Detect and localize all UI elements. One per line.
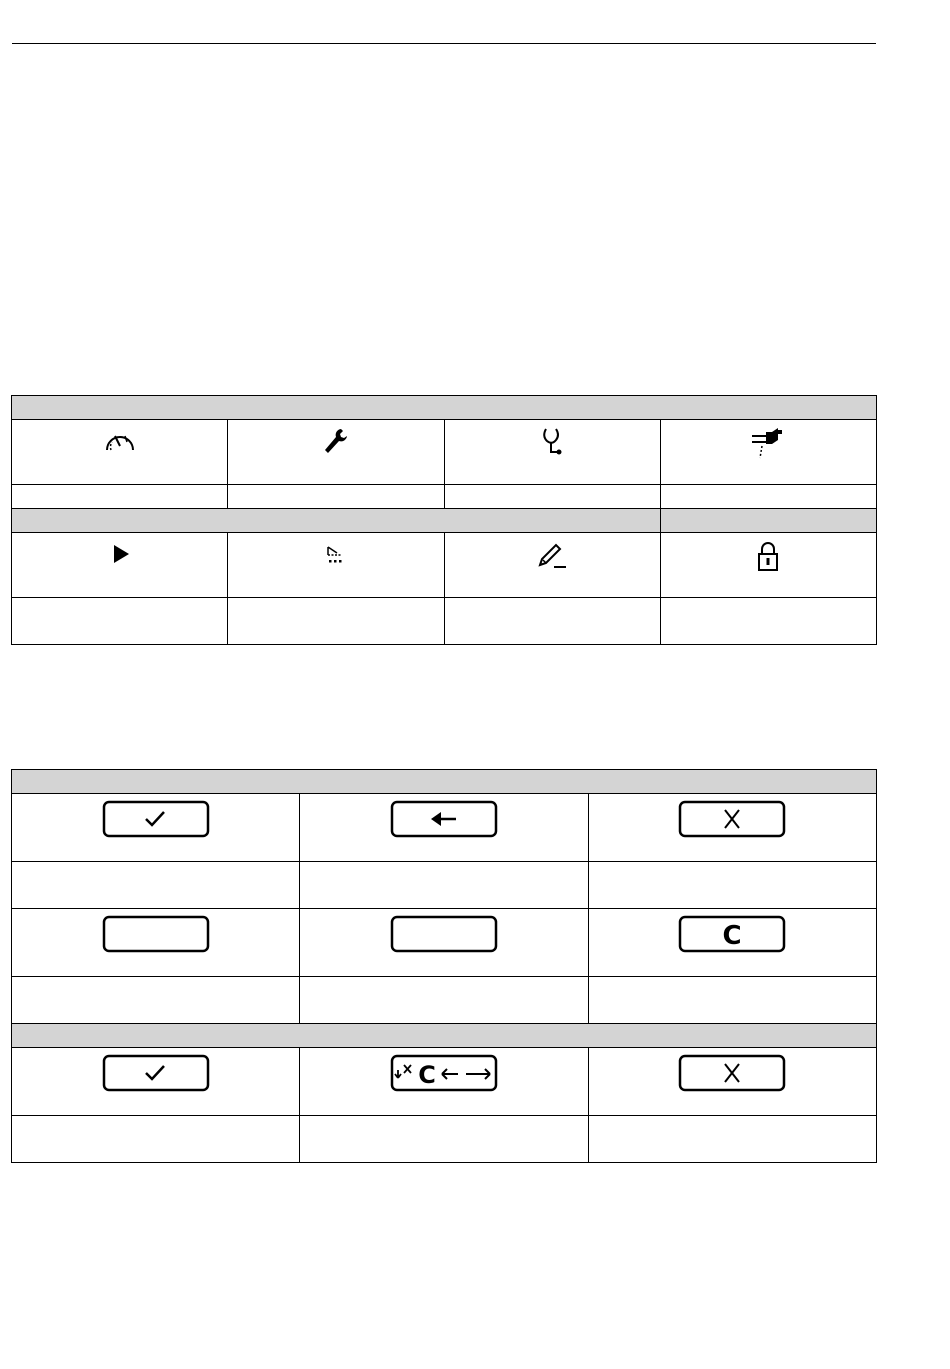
gauge-icon <box>103 426 137 454</box>
label-cell <box>660 485 876 509</box>
table-header-row <box>12 509 877 533</box>
label-cell <box>660 598 876 645</box>
key-cell <box>300 1048 588 1116</box>
label-row <box>12 862 877 909</box>
label-cell <box>12 862 300 909</box>
label-row <box>12 977 877 1024</box>
label-cell <box>588 862 876 909</box>
keys-table <box>11 769 877 1163</box>
key-cell <box>300 909 588 977</box>
icon-row <box>12 420 877 485</box>
check-key-icon[interactable] <box>102 1054 210 1094</box>
blank-key-icon[interactable] <box>390 915 498 955</box>
editor-key-icon[interactable] <box>390 1054 498 1094</box>
pencil-edit-icon <box>534 539 570 573</box>
key-cell <box>12 909 300 977</box>
label-cell <box>300 1116 588 1163</box>
check-key-icon[interactable] <box>102 800 210 840</box>
key-cell <box>588 909 876 977</box>
symbols-table <box>11 395 877 645</box>
key-cell <box>300 794 588 862</box>
label-cell <box>444 598 660 645</box>
label-cell <box>228 485 444 509</box>
label-row <box>12 1116 877 1163</box>
label-row <box>12 598 877 645</box>
key-cell <box>12 794 300 862</box>
key-row <box>12 1048 877 1116</box>
label-cell <box>12 485 228 509</box>
play-triangle-icon <box>105 539 135 569</box>
icon-cell <box>12 420 228 485</box>
label-cell <box>12 977 300 1024</box>
cross-key-icon[interactable] <box>678 1054 786 1094</box>
table-header-cell <box>660 509 876 533</box>
c-key-label: C <box>722 921 742 951</box>
label-cell <box>228 598 444 645</box>
table-header-cell <box>12 396 877 420</box>
icon-cell <box>660 533 876 598</box>
table-header-row <box>12 1024 877 1048</box>
editor-key-c-label: C <box>418 1061 436 1089</box>
label-cell <box>12 598 228 645</box>
table-header-row <box>12 396 877 420</box>
back-arrow-key-icon[interactable] <box>390 800 498 840</box>
cross-key-icon[interactable] <box>678 800 786 840</box>
table-header-cell <box>12 509 661 533</box>
key-row <box>12 794 877 862</box>
key-cell <box>588 794 876 862</box>
icon-row <box>12 533 877 598</box>
partial-triangle-icon <box>321 539 351 569</box>
label-cell <box>12 1116 300 1163</box>
key-cell <box>588 1048 876 1116</box>
icon-cell <box>660 420 876 485</box>
top-horizontal-rule <box>12 43 876 44</box>
label-cell <box>300 862 588 909</box>
wrench-icon <box>319 426 353 458</box>
icon-cell <box>12 533 228 598</box>
blank-key-icon[interactable] <box>102 915 210 955</box>
table-header-cell <box>12 1024 877 1048</box>
key-row <box>12 909 877 977</box>
icon-cell <box>228 533 444 598</box>
table-header-row <box>12 770 877 794</box>
label-row <box>12 485 877 509</box>
c-key-icon[interactable] <box>678 915 786 955</box>
icon-cell <box>228 420 444 485</box>
table-header-cell <box>12 770 877 794</box>
label-cell <box>588 977 876 1024</box>
plug-settings-icon <box>748 426 788 460</box>
icon-cell <box>444 420 660 485</box>
icon-cell <box>444 533 660 598</box>
label-cell <box>588 1116 876 1163</box>
key-cell <box>12 1048 300 1116</box>
stethoscope-icon <box>535 426 569 460</box>
label-cell <box>444 485 660 509</box>
padlock-icon <box>753 539 783 575</box>
label-cell <box>300 977 588 1024</box>
